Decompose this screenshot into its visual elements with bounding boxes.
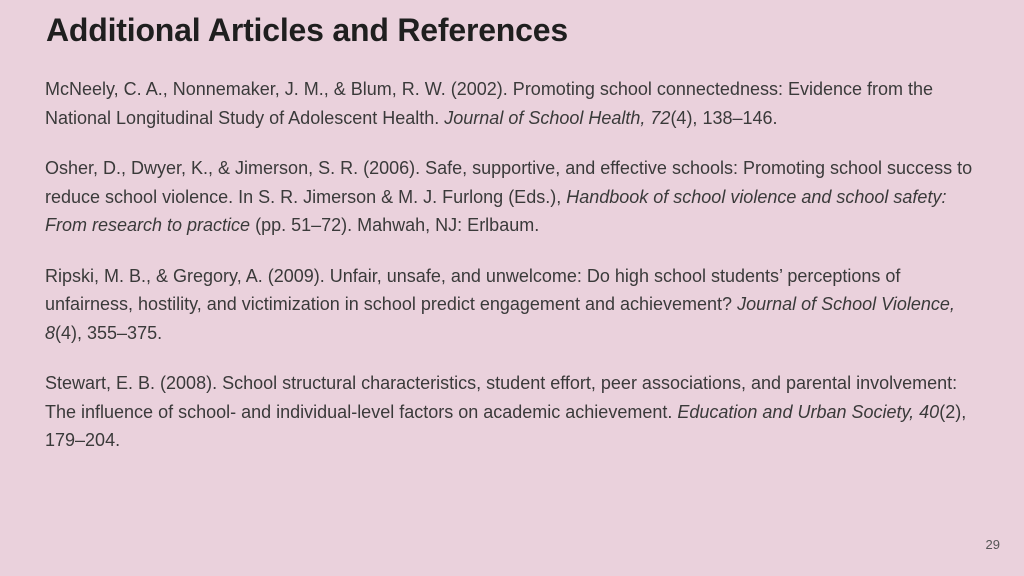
page-number: 29 (985, 537, 1000, 552)
reference-source: Education and Urban Society, 40 (677, 401, 940, 422)
reference-details: (4), 138–146. (670, 107, 778, 128)
reference-text: Ripski, M. B., & Gregory, A. (2009). Unfair, unsafe, and unwelcome: Do high school students’ perceptions of unfairness, hostility, and victimization in school predict engagement and achievement? (45, 265, 901, 314)
reference-details: (2), 179–204. (45, 401, 967, 450)
reference-details: (4), 355–375. (55, 322, 163, 343)
reference-item (45, 262, 985, 348)
reference-source: Handbook of school violence and school safety: From research to practice (45, 186, 947, 235)
slide-title: Additional Articles and References (46, 12, 568, 48)
reference-details: (pp. 51–72). Mahwah, NJ: Erlbaum. (250, 215, 540, 235)
reference-source: Journal of School Violence, 8 (45, 294, 955, 343)
reference-text: Stewart, E. B. (2008). School structural characteristics, student effort, peer associations, and parental involvement: The influence of school- and individual-level factors on academic achievement. (45, 373, 958, 422)
reference-item (45, 369, 985, 455)
reference-text: McNeely, C. A., Nonnemaker, J. M., & Blum, R. W. (2002). Promoting school connectedness: Evidence from the National Longitudinal Study of Adolescent Health. (45, 79, 934, 128)
reference-source: Journal of School Health, 72 (444, 107, 671, 128)
reference-item (45, 75, 985, 132)
reference-list (45, 75, 985, 477)
reference-item (45, 154, 985, 240)
reference-text: Osher, D., Dwyer, K., & Jimerson, S. R. (2006). Safe, supportive, and effective schools: Promoting school success to reduce school violence. In S. R. Jimerson & M. J. Furlong (Eds.), (45, 158, 973, 207)
